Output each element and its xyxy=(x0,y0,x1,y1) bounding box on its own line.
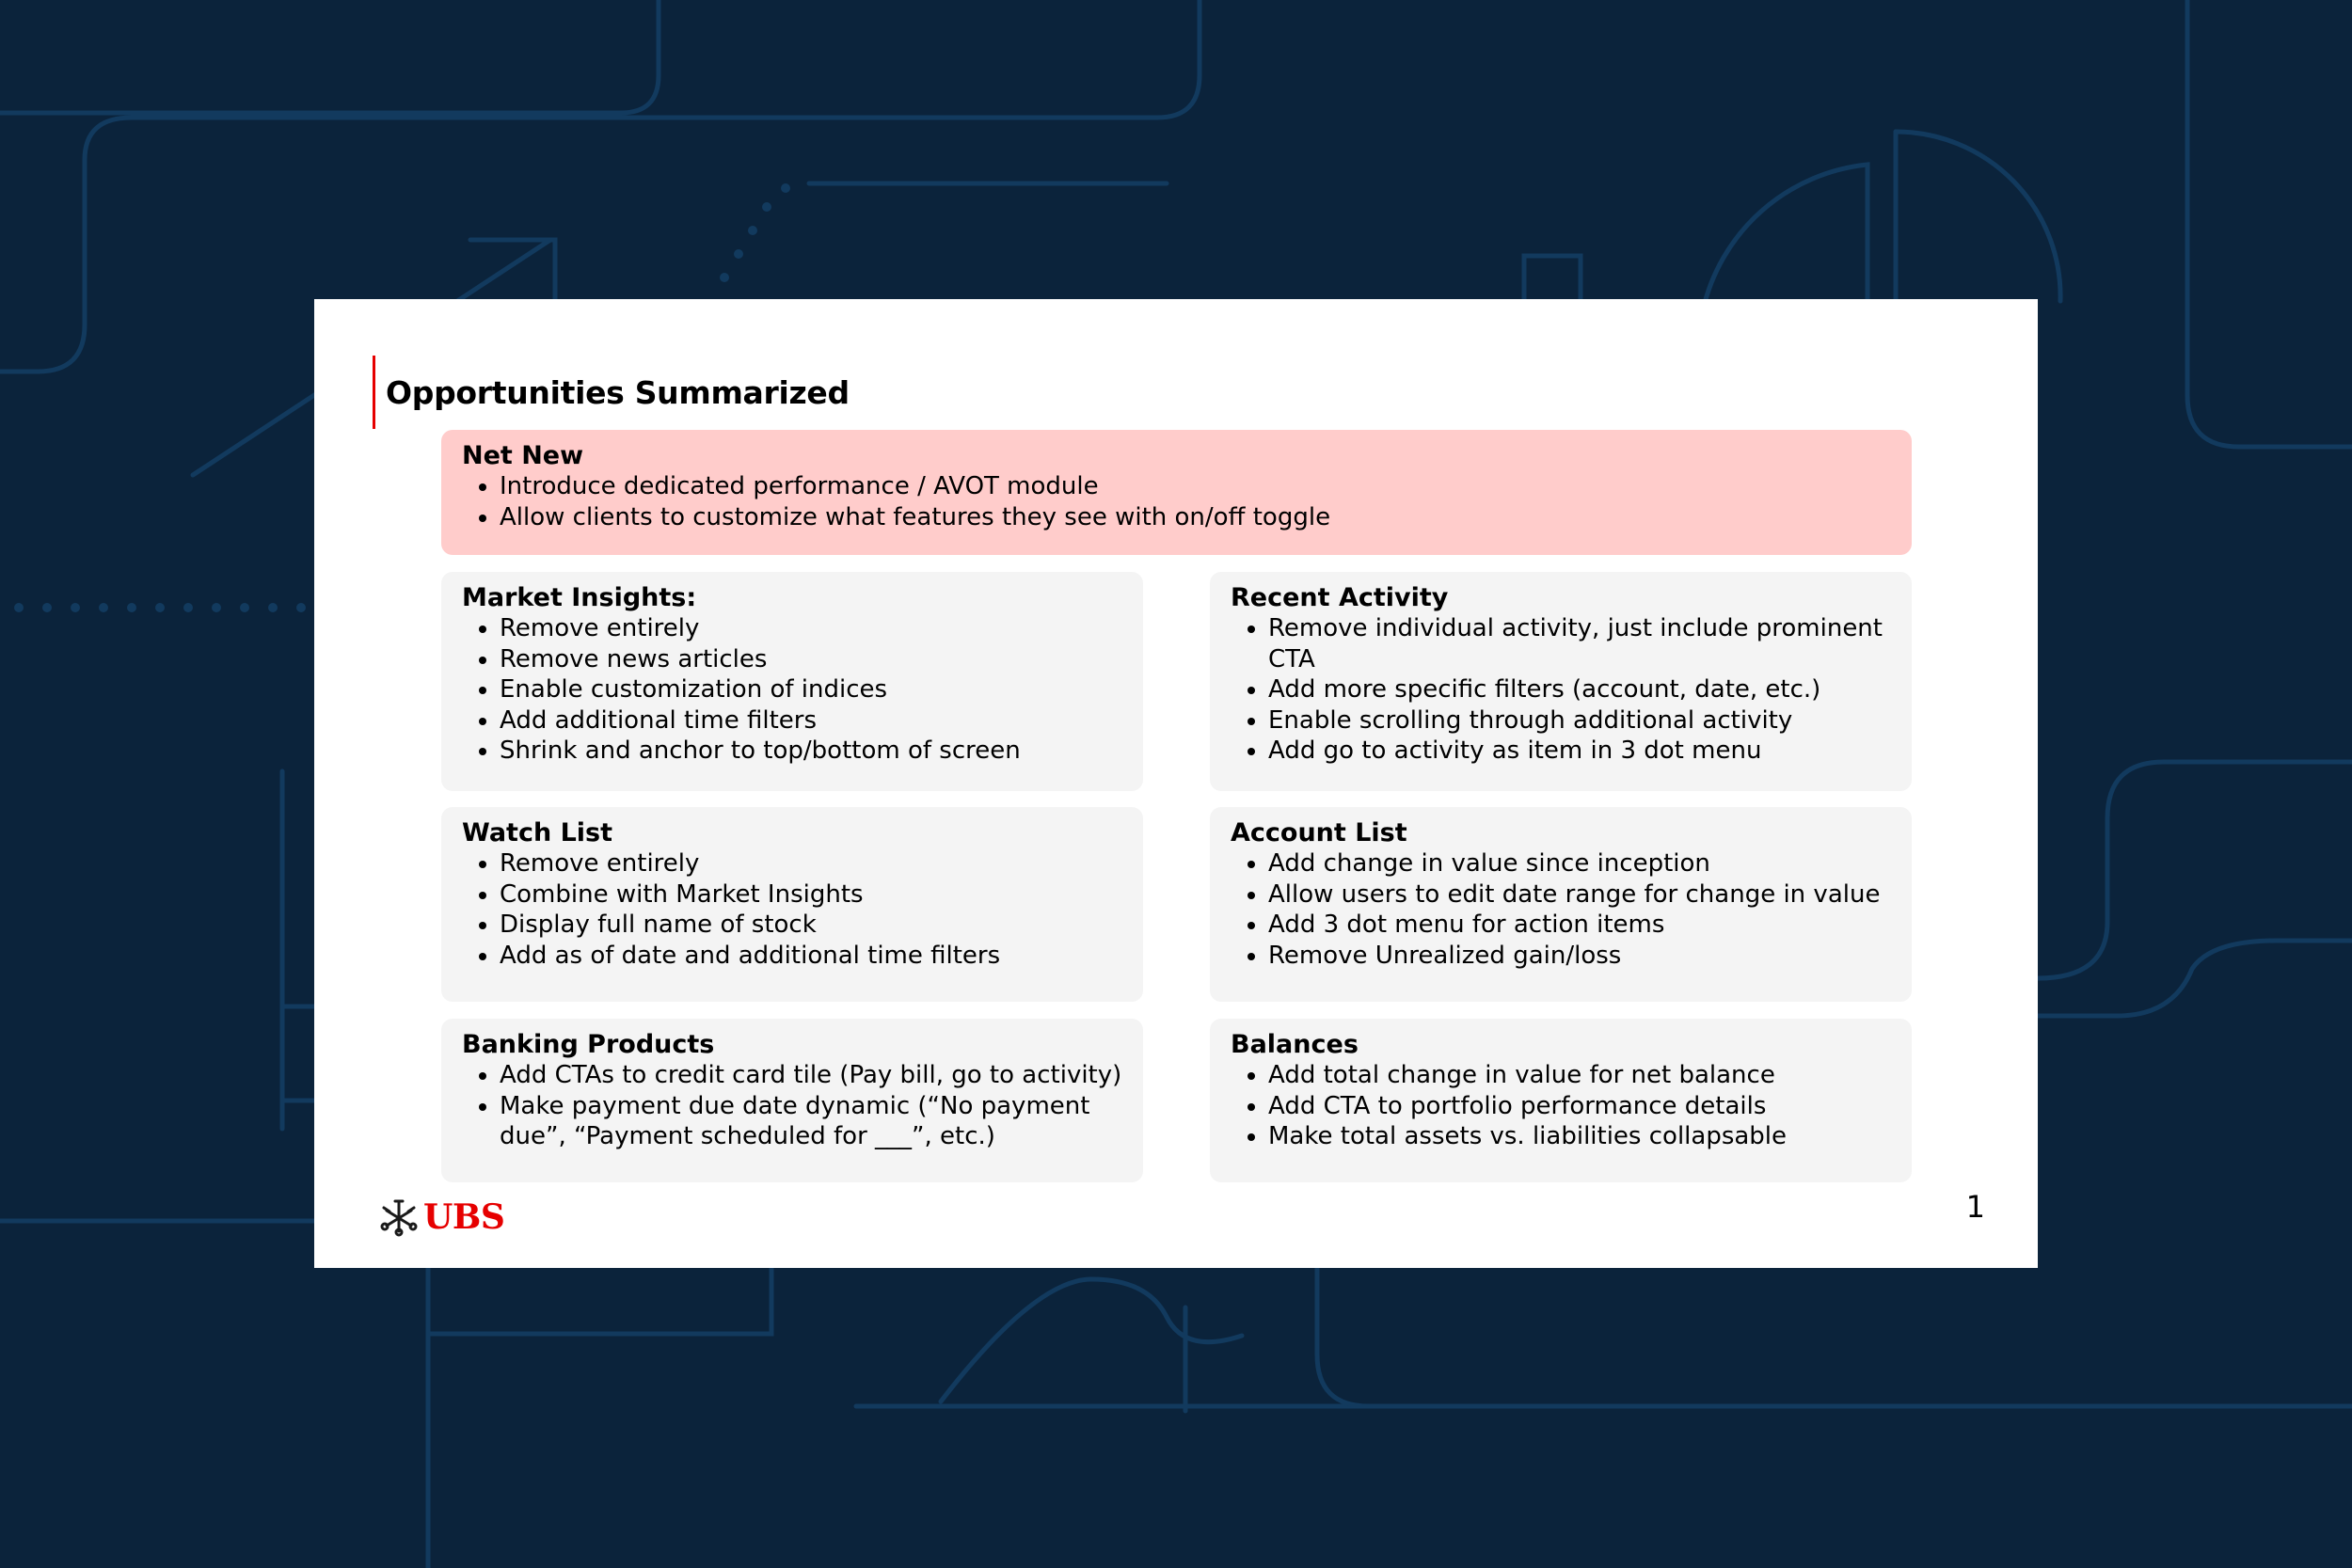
page-number: 1 xyxy=(1965,1189,1985,1225)
slide-title: Opportunities Summarized xyxy=(386,374,850,411)
card-net-new xyxy=(441,430,1912,555)
list-item: • Remove individual activity, just include prominent CTA xyxy=(1268,613,1891,674)
logo-text: UBS xyxy=(423,1197,505,1237)
list-item: • Allow clients to customize what features they see with on/off toggle xyxy=(500,502,1891,533)
card-heading: Balances xyxy=(1231,1030,1359,1059)
list-item: • Add more specific filters (account, date, etc.) xyxy=(1268,674,1891,705)
list-item: • Combine with Market Insights xyxy=(500,879,1122,911)
slide xyxy=(314,299,2038,1268)
list-item: • Add CTA to portfolio performance details xyxy=(1268,1091,1891,1122)
list-item: • Add change in value since inception xyxy=(1268,848,1891,879)
keys-icon xyxy=(380,1197,418,1237)
card-heading: Banking Products xyxy=(462,1030,715,1059)
list-item: • Add 3 dot menu for action items xyxy=(1268,910,1891,941)
list-item: • Add CTAs to credit card tile (Pay bill, go to activity) xyxy=(500,1060,1122,1091)
list-item: • Add go to activity as item in 3 dot menu xyxy=(1268,736,1891,767)
card-account-list xyxy=(1210,807,1912,1002)
list-item: • Add additional time filters xyxy=(500,705,1122,736)
card-heading: Account List xyxy=(1231,818,1407,847)
bullet-list xyxy=(462,613,1122,767)
list-item: • Introduce dedicated performance / AVOT module xyxy=(500,471,1891,502)
card-heading: Recent Activity xyxy=(1231,583,1449,612)
list-item: • Shrink and anchor to top/bottom of screen xyxy=(500,736,1122,767)
list-item: • Remove entirely xyxy=(500,848,1122,879)
card-banking-products xyxy=(441,1019,1143,1182)
card-heading: Net New xyxy=(462,441,584,470)
ubs-logo xyxy=(380,1197,504,1237)
list-item: • Make total assets vs. liabilities collapsable xyxy=(1268,1121,1891,1152)
list-item: • Add as of date and additional time filters xyxy=(500,941,1122,972)
list-item: • Enable scrolling through additional activity xyxy=(1268,705,1891,736)
bullet-list xyxy=(1231,613,1891,767)
card-heading: Market Insights: xyxy=(462,583,697,612)
bullet-list xyxy=(1231,1060,1891,1152)
list-item: • Add total change in value for net balance xyxy=(1268,1060,1891,1091)
card-balances xyxy=(1210,1019,1912,1182)
card-recent-activity xyxy=(1210,572,1912,791)
card-watch-list xyxy=(441,807,1143,1002)
bullet-list xyxy=(462,1060,1122,1152)
bullet-list xyxy=(1231,848,1891,971)
list-item: • Remove news articles xyxy=(500,644,1122,675)
list-item: • Enable customization of indices xyxy=(500,674,1122,705)
card-market-insights xyxy=(441,572,1143,791)
list-item: • Remove entirely xyxy=(500,613,1122,644)
list-item: • Display full name of stock xyxy=(500,910,1122,941)
list-item: • Allow users to edit date range for change in value xyxy=(1268,879,1891,911)
bullet-list xyxy=(462,848,1122,971)
bullet-list xyxy=(462,471,1891,532)
title-accent-bar xyxy=(373,356,375,429)
list-item: • Remove Unrealized gain/loss xyxy=(1268,941,1891,972)
card-heading: Watch List xyxy=(462,818,613,847)
list-item: • Make payment due date dynamic (“No payment due”, “Payment scheduled for ___”, etc.) xyxy=(500,1091,1122,1152)
